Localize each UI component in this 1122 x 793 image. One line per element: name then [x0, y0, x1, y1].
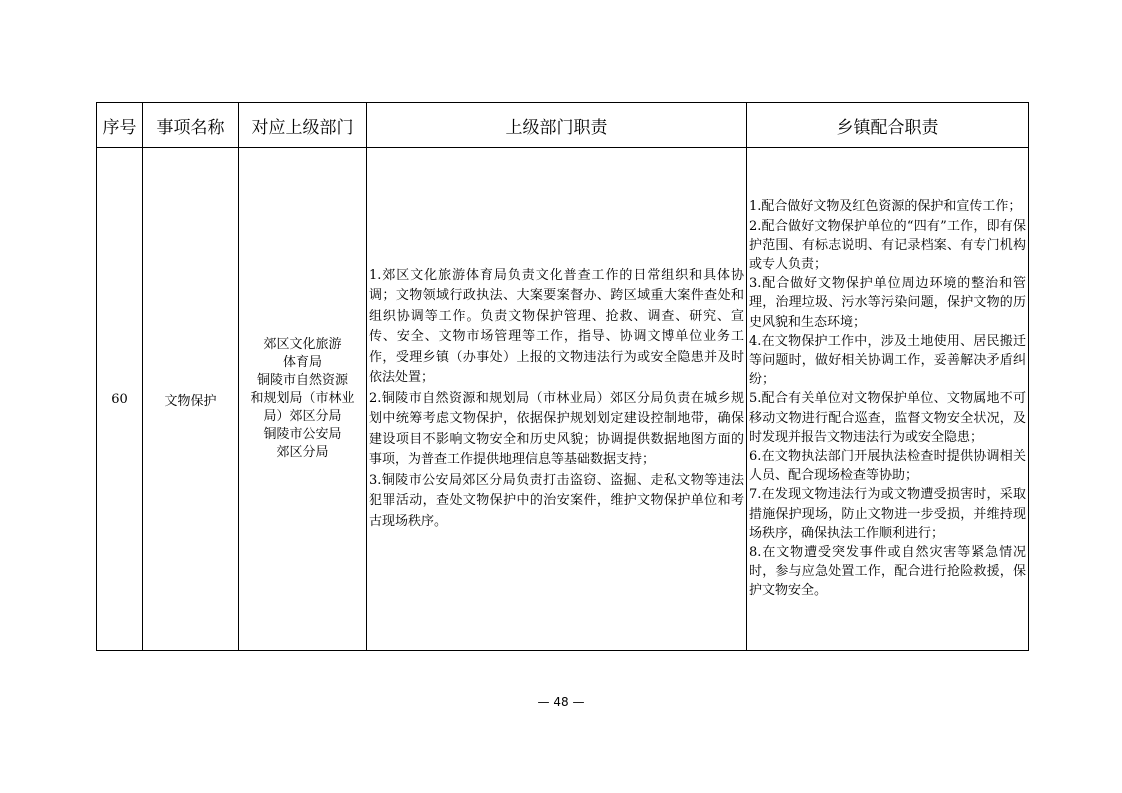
- superior-duty-item: 3.铜陵市公安局郊区分局负责打击盗窃、盗掘、走私文物等违法犯罪活动，查处文物保护中的治安案件，维护文物保护单位和考古现场秩序。: [369, 472, 744, 529]
- superior-duty-item: 1.郊区文化旅游体育局负责文化普查工作的日常组织和具体协调；文物领域行政执法、大案要案督办、跨区域重大案件查处和组织协调等工作。负责文物保护管理、抢救、调查、研究、宣传、安全、文物市场管理等工作，指导、协调文博单位业务工作，受理乡镇（办事处）上报的文物违法行为或安全隐患并及时依法处置；: [369, 267, 744, 386]
- cell-township-duties: [747, 148, 1029, 651]
- cell-superior-duties: [367, 148, 747, 651]
- department-line: 和规划局（市林业: [250, 391, 355, 406]
- cell-superior-department: [239, 148, 367, 651]
- department-line: 铜陵市公安局: [263, 427, 342, 442]
- department-line: 局）郊区分局: [263, 409, 342, 424]
- township-duty-item: 8.在文物遭受突发事件或自然灾害等紧急情况时，参与应急处置工作，配合进行抢险救援，保护文物安全。: [749, 545, 1026, 599]
- department-line: 铜陵市自然资源: [256, 373, 348, 388]
- cell-serial-number: 60: [97, 148, 143, 651]
- header-serial-number: 序号: [97, 103, 143, 148]
- township-duty-item: 5.配合有关单位对文物保护单位、文物属地不可移动文物进行配合巡查，监督文物安全状况，及时发现并报告文物违法行为或安全隐患；: [749, 391, 1026, 445]
- department-line: 体育局: [282, 355, 322, 370]
- duty-table: [96, 102, 1029, 651]
- header-row: [97, 103, 1029, 148]
- township-duty-item: 3.配合做好文物保护单位周边环境的整治和管理，治理垃圾、污水等污染问题，保护文物的历史风貌和生态环境；: [749, 276, 1026, 330]
- township-duty-item: 4.在文物保护工作中，涉及土地使用、居民搬迁等问题时，做好相关协调工作，妥善解决矛盾纠纷；: [749, 333, 1026, 388]
- cell-item-name: 文物保护: [143, 148, 239, 651]
- page-number: — 48 —: [537, 695, 585, 709]
- table-row: [97, 148, 1029, 651]
- header-item-name: 事项名称: [143, 103, 239, 148]
- township-duty-item: 2.配合做好文物保护单位的“四有”工作，即有保护范围、有标志说明、有记录档案、有专门机构或专人负责；: [749, 218, 1026, 272]
- header-township-duties: 乡镇配合职责: [747, 103, 1029, 148]
- township-duty-item: 6.在文物执法部门开展执法检查时提供协调相关人员、配合现场检查等协助；: [749, 449, 1026, 484]
- superior-duty-item: 2.铜陵市自然资源和规划局（市林业局）郊区分局负责在城乡规划中统筹考虑文物保护，依据保护规划划定建设控制地带，确保建设项目不影响文物安全和历史风貌；协调提供数据地图方面的事项，为普查工作提供地理信息等基础数据支持；: [369, 390, 744, 468]
- header-superior-department: 对应上级部门: [239, 103, 367, 148]
- township-duty-item: 1.配合做好文物及红色资源的保护和宣传工作；: [749, 199, 1022, 215]
- department-line: 郊区分局: [276, 445, 329, 460]
- header-superior-duties: 上级部门职责: [367, 103, 747, 148]
- department-line: 郊区文化旅游: [263, 337, 342, 352]
- township-duty-item: 7.在发现文物违法行为或文物遭受损害时，采取措施保护现场，防止文物进一步受损，并维持现场秩序，确保执法工作顺利进行；: [749, 487, 1026, 541]
